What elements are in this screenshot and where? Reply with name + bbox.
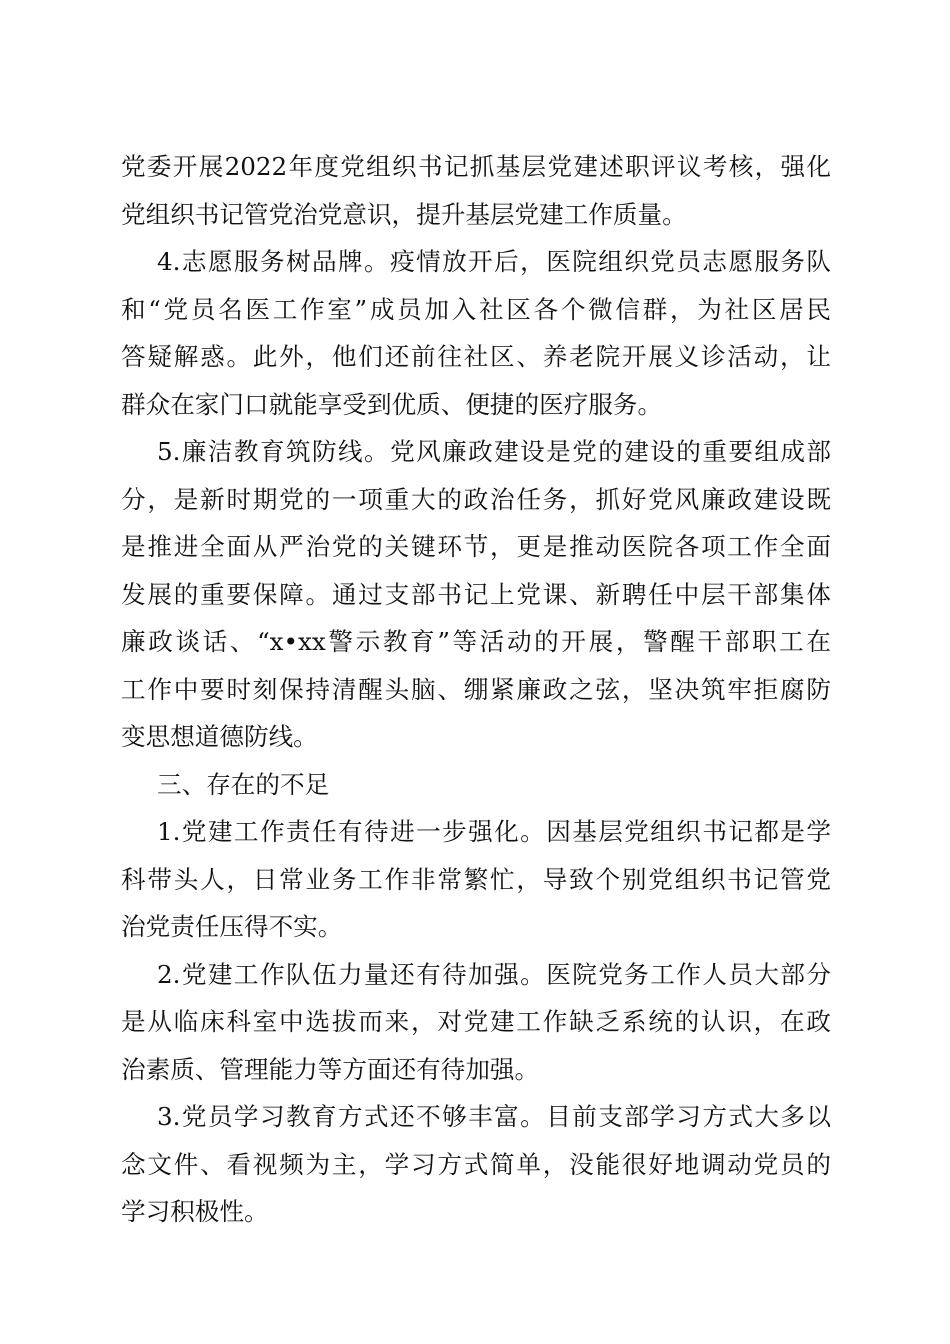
text-line: 治党责任压得不实。 (121, 912, 343, 941)
paragraph-volunteer-service (121, 238, 831, 428)
text-line: 群众在家门口就能享受到优质、便捷的医疗服务。 (121, 389, 663, 419)
paragraph-shortcoming-1 (121, 808, 831, 951)
text-line: 念文件、看视频为主，学习方式简单，没能很好地调动党员的 (121, 1149, 831, 1179)
text-line: 学习积极性。 (121, 1197, 269, 1226)
text-line: 是从临床科室中选拔而来，对党建工作缺乏系统的认识，在政 (121, 1007, 831, 1036)
text-line: 和“党员名医工作室”成员加入社区各个微信群，为社区居民 (121, 294, 831, 324)
paragraph-integrity-education (121, 428, 831, 761)
text-line: 分，是新时期党的一项重大的政治任务，抓好党风廉政建设既 (121, 484, 831, 514)
text-line: 发展的重要保障。通过支部书记上党课、新聘任中层干部集体 (121, 579, 831, 609)
text-line: 工作中要时刻保持清醒头脑、绷紧廉政之弦，坚决筑牢拒腐防 (121, 674, 831, 704)
text-line: 廉政谈话、“x•xx警示教育”等活动的开展，警醒干部职工在 (121, 627, 831, 656)
text-line: 党委开展2022年度党组织书记抓基层党建述职评议考核，强化 (121, 152, 831, 181)
text-line: 4.志愿服务树品牌。疫情放开后，医院组织党员志愿服务队 (157, 247, 831, 276)
text-line: 科带头人，日常业务工作非常繁忙，导致个别党组织书记管党 (121, 864, 831, 894)
paragraph-intro (121, 143, 831, 238)
text-line: 党组织书记管党治党意识，提升基层党建工作质量。 (121, 199, 687, 229)
text-line: 变思想道德防线。 (121, 722, 318, 751)
text-line: 答疑解惑。此外，他们还前往社区、养老院开展义诊活动，让 (121, 342, 831, 371)
document-page (121, 143, 831, 1236)
text-line: 2.党建工作队伍力量还有待加强。医院党务工作人员大部分 (157, 959, 831, 989)
text-line: 治素质、管理能力等方面还有待加强。 (121, 1054, 540, 1084)
text-line: 3.党员学习教育方式还不够丰富。目前支部学习方式大多以 (157, 1102, 831, 1131)
text-line: 5.廉洁教育筑防线。党风廉政建设是党的建设的重要组成部 (157, 437, 831, 466)
section-heading: 三、存在的不足 (157, 769, 330, 799)
text-line: 是推进全面从严治党的关键环节，更是推动医院各项工作全面 (121, 532, 831, 561)
paragraph-shortcoming-3 (121, 1093, 831, 1236)
paragraph-shortcoming-2 (121, 951, 831, 1094)
text-line: 1.党建工作责任有待进一步强化。因基层党组织书记都是学 (157, 817, 831, 846)
